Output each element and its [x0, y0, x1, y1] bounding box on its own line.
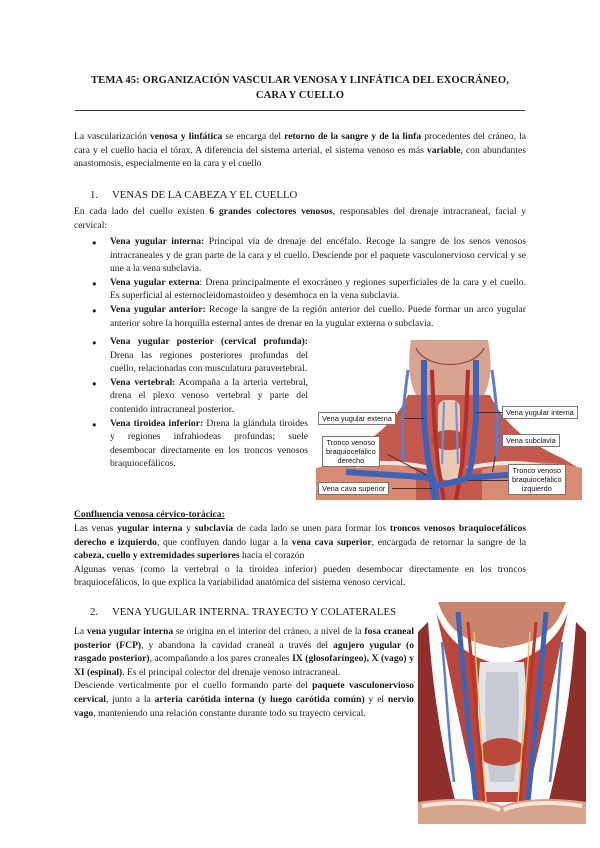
text-segment: se encarga del: [222, 131, 285, 142]
neck-veins-figure: [316, 340, 582, 500]
list-item-yugular-posterior: [90, 335, 308, 376]
ivj-paragraph-1: [74, 625, 414, 679]
text-segment: La: [74, 626, 87, 637]
document-title: [80, 73, 520, 104]
bold-segment: subclavia: [194, 523, 234, 534]
label-tvbd-line-1: Tronco venoso: [326, 438, 376, 447]
text-segment: , encargada de retornar la sangre de la: [371, 536, 527, 548]
text-segment: Drena la glándula tiroides y regiones infrahiodeas profundas; suele desembocar directamente en los troncos venosos braquiocefálicos.: [110, 417, 308, 470]
bold-segment: vena yugular interna: [86, 626, 174, 637]
bold-segment: 6 grandes colectores venosos: [209, 206, 333, 217]
text-segment: y el: [364, 694, 388, 706]
label-vena-cava-superior: Vena cava superior: [318, 482, 389, 495]
label-tronco-braquiocefalico-derecho: [322, 436, 380, 467]
text-segment: : Drena principalmente el exocráneo y regiones superficiales de la cara y el cuello. Es superficial al esternocleidomastoideo y desemboca en la vena subclavia.: [110, 276, 526, 302]
section-2-title: VENA YUGULAR INTERNA. TRAYECTO Y COLATERALES: [112, 606, 397, 618]
section-1-title: VENAS DE LA CABEZA Y EL CUELLO: [112, 189, 298, 201]
bold-segment: arteria carótida interna (y luego carótida común): [154, 694, 365, 706]
text-segment: , responsables del drenaje intracraneal, facial y cervical:: [74, 206, 527, 231]
bold-segment: agujero yugular (o rasgado posterior): [74, 639, 414, 665]
bold-segment: nervio vago: [74, 694, 414, 719]
list-item-tiroidea-inferior: [90, 417, 308, 471]
label-tvbd-line-2: braquiocefálico: [326, 447, 376, 457]
text-segment: se origina en el interior del cráneo, a nivel de la: [173, 626, 365, 637]
bold-segment: Vena yugular externa: [110, 276, 200, 288]
text-segment: Acompaña a la arteria vertebral, drena el plexo venoso vertebral y parte del contenido intracraneal posterior.: [110, 376, 309, 416]
text-segment: , junto a la: [105, 694, 155, 706]
neck-dissection-figure: [418, 602, 586, 824]
label-vena-yugular-externa: Vena yugular externa: [318, 412, 396, 425]
bold-segment: variable: [426, 144, 461, 156]
pointer-tvbi: [468, 480, 508, 481]
text-segment: , que confluyen dando lugar a la: [156, 536, 292, 548]
text-segment: Las venas: [74, 523, 118, 534]
text-segment: Desciende verticalmente por el cuello formando parte del: [74, 680, 313, 692]
bold-segment: paquete vasculonervioso cervical: [74, 680, 414, 706]
vein-list-full: [90, 235, 526, 330]
list-item-yugular-externa: [90, 276, 526, 303]
title-line-1: TEMA 45: ORGANIZACIÓN VASCULAR VENOSA Y LINFÁTICA DEL EXOCRÁNEO,: [91, 75, 509, 86]
title-divider: [75, 110, 525, 111]
text-segment: Drena las regiones posteriores profundas del cuello, relacionadas con musculatura paravertebral.: [110, 349, 308, 375]
list-item-vertebral: [90, 376, 308, 417]
text-segment: En cada lado del cuello existen: [74, 206, 210, 217]
bold-segment: vena cava superior: [291, 536, 372, 548]
section-1-number: 1.: [90, 189, 99, 201]
text-segment: Principal vía de drenaje del encéfalo. Recoge la sangre de los senos venosos intracraneales y de gran parte de la cara y el cuello. Desciende por el paquete vasculonervioso cervical y se une a la vena subclavia.: [110, 236, 527, 275]
text-segment: procedentes del cráneo, la cara y el cuello hacia el tórax. A diferencia del sistema arterial, el sistema venoso es más: [74, 131, 527, 156]
text-segment: La vascularización: [74, 131, 150, 142]
label-tvbd-line-3: derecho: [337, 456, 365, 466]
section-1-intro: [74, 205, 526, 232]
label-tvbi-line-3: izquierdo: [521, 484, 552, 494]
confluence-heading: [74, 508, 225, 522]
text-segment: , y abandona la cavidad craneal a través del: [141, 639, 334, 651]
text-segment: , acompañando a los pares craneales: [149, 653, 293, 665]
text-segment: , manteniendo una relación constante durante todo su trayecto cervical.: [93, 707, 366, 719]
text-segment: , con abundantes anastomosis, especialmente en la cara y el cuello: [74, 144, 526, 170]
label-tvbi-line-2: braquiocefálico: [512, 475, 562, 485]
bold-segment: Vena vertebral:: [110, 376, 176, 388]
ivj-paragraph-2: [74, 679, 414, 720]
label-vena-subclavia: Vena subclavia: [502, 434, 560, 447]
bold-segment: retorno de la sangre y de la linfa: [284, 131, 422, 142]
text-segment: . Es el principal colector del drenaje venoso intracraneal.: [122, 666, 341, 678]
label-vena-yugular-interna: Vena yugular interna: [502, 406, 578, 419]
text-segment: de cada lado se unen para formar los: [233, 523, 390, 534]
section-2-number: 2.: [90, 606, 99, 618]
label-tronco-braquiocefalico-izquierdo: [508, 464, 566, 495]
text-segment: y: [182, 523, 195, 534]
text-segment: Recoge la sangre de la región anterior del cuello. Puede formar un arco yugular anterior sobre la horquilla esternal antes de drenar en la yugular externa o subclavia.: [110, 304, 526, 329]
bold-segment: venosa y linfática: [150, 131, 223, 142]
pointer-vye: [404, 418, 424, 419]
section-1-heading: [90, 188, 297, 203]
section-2-body: [74, 625, 414, 720]
title-line-2: CARA Y CUELLO: [255, 90, 345, 102]
bold-segment: IX (glosofaríngeo), X (vago) y XI (espinal): [74, 653, 414, 678]
vein-list-narrow: [90, 335, 308, 471]
neck-dissection-illustration: [418, 602, 586, 824]
pointer-vyi: [476, 412, 502, 413]
confluence-text: [74, 522, 526, 590]
label-tvbi-line-1: Tronco venoso: [512, 466, 562, 475]
intro-paragraph: [74, 130, 526, 171]
bold-segment: fosa craneal posterior (FCP): [74, 626, 414, 651]
confluence-paragraph-1: [74, 522, 526, 563]
confluence-heading-text: Confluencia venosa cérvico-torácica: [74, 509, 222, 520]
text-segment: hacia el corazón: [239, 550, 305, 562]
list-item-yugular-anterior: [90, 303, 526, 330]
pointer-vcs: [392, 488, 432, 489]
bold-segment: Vena yugular anterior:: [110, 304, 206, 316]
confluence-heading-colon: :: [221, 509, 225, 520]
confluence-paragraph-2: Algunas venas (como la vertebral o la tiroidea inferior) pueden desembocar directamente en los troncos braquiocefálicos, lo que explica la variabilidad anatómica del sistema venoso cervical.: [74, 563, 526, 589]
bold-segment: Vena tiroidea inferior:: [110, 417, 204, 429]
list-item-yugular-interna: [90, 235, 526, 276]
bold-segment: Vena yugular interna:: [110, 236, 205, 247]
bold-segment: cabeza, cuello y extremidades superiores: [74, 550, 240, 562]
bold-segment: yugular interna: [117, 523, 183, 534]
bold-segment: troncos venosos braquiocefálicos derecho e izquierdo: [74, 523, 526, 548]
section-2-heading: [90, 605, 396, 620]
bold-segment: Vena yugular posterior (cervical profunda):: [110, 336, 308, 347]
